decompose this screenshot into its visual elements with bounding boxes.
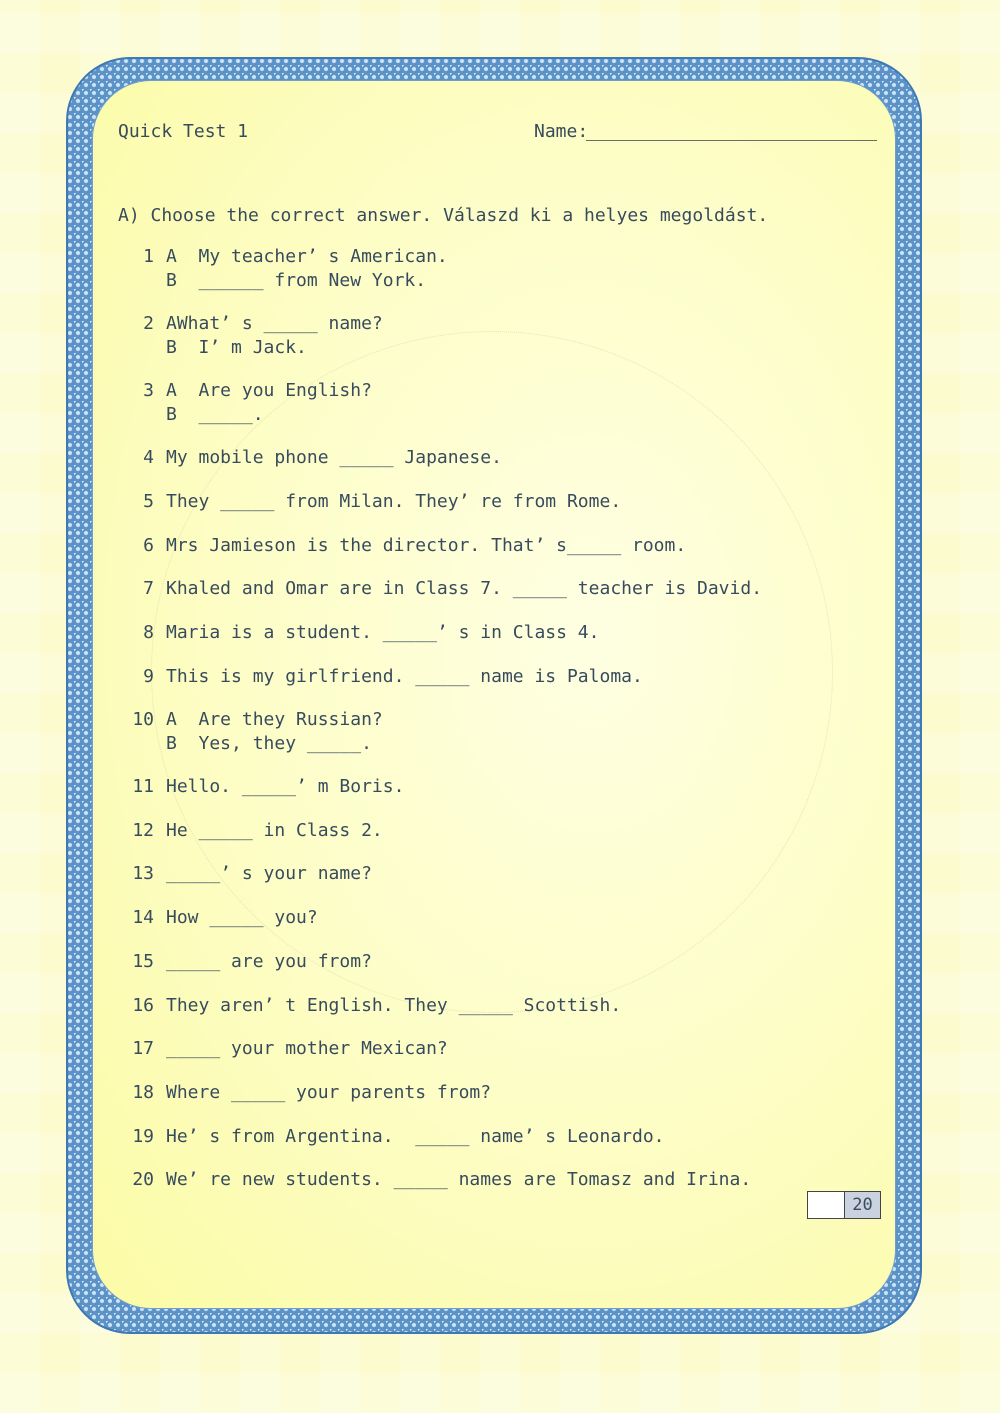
question-text: We’ re new students. _____ names are Tomasz and Irina. (166, 1169, 752, 1190)
question-number: 19 (132, 1126, 154, 1147)
question-item (118, 577, 762, 601)
question-number: 14 (132, 907, 154, 928)
question-text: How _____ you? (166, 907, 318, 928)
question-item (118, 446, 502, 470)
question-item (118, 906, 318, 930)
question-number: 12 (132, 820, 154, 841)
question-number: 16 (132, 995, 154, 1016)
question-number: 13 (132, 863, 154, 884)
question-text: _____ are you from? (166, 951, 372, 972)
question-number: 4 (143, 447, 154, 468)
question-text: Khaled and Omar are in Class 7. _____ teacher is David. (166, 578, 763, 599)
question-number: 1 (143, 246, 154, 267)
question-number: 6 (143, 535, 154, 556)
name-label: Name: (534, 121, 589, 142)
name-field[interactable] (586, 140, 877, 141)
question-item (118, 1125, 665, 1149)
question-text: A My teacher’ s American. B ______ from New York. (166, 246, 448, 291)
question-item (118, 245, 448, 292)
question-text: Where _____ your parents from? (166, 1082, 492, 1103)
question-number: 3 (143, 380, 154, 401)
question-item (118, 621, 599, 645)
score-total: 20 (845, 1192, 880, 1218)
question-number: 18 (132, 1082, 154, 1103)
question-text: Mrs Jamieson is the director. That’ s_____ room. (166, 535, 687, 556)
question-text: A Are they Russian? B Yes, they _____. (166, 709, 383, 754)
score-field[interactable] (808, 1192, 845, 1218)
test-title: Quick Test 1 (118, 121, 249, 142)
question-number: 17 (132, 1038, 154, 1059)
score-box (807, 1191, 881, 1219)
question-number: 9 (143, 666, 154, 687)
question-number: 15 (132, 951, 154, 972)
question-number: 7 (143, 578, 154, 599)
question-text: Maria is a student. _____’ s in Class 4. (166, 622, 600, 643)
question-item (118, 1037, 448, 1061)
question-text: _____ your mother Mexican? (166, 1038, 448, 1059)
question-item (118, 775, 404, 799)
question-text: My mobile phone _____ Japanese. (166, 447, 502, 468)
question-item (118, 379, 372, 426)
question-text: A Are you English? B _____. (166, 380, 372, 425)
question-number: 20 (132, 1169, 154, 1190)
question-text: Hello. _____’ m Boris. (166, 776, 405, 797)
question-item (118, 1168, 751, 1192)
question-number: 11 (132, 776, 154, 797)
question-text: They _____ from Milan. They’ re from Rome. (166, 491, 622, 512)
question-text: He’ s from Argentina. _____ name’ s Leonardo. (166, 1126, 665, 1147)
question-item (118, 490, 621, 514)
question-item (118, 862, 372, 886)
question-item (118, 1081, 491, 1105)
question-number: 5 (143, 491, 154, 512)
question-text: AWhat’ s _____ name? B I’ m Jack. (166, 313, 383, 358)
question-number: 10 (132, 709, 154, 730)
question-item (118, 994, 621, 1018)
question-text: They aren’ t English. They _____ Scottish. (166, 995, 622, 1016)
question-item (118, 665, 643, 689)
question-item (118, 708, 383, 755)
question-text: He _____ in Class 2. (166, 820, 383, 841)
question-item (118, 819, 383, 843)
question-number: 8 (143, 622, 154, 643)
question-text: _____’ s your name? (166, 863, 372, 884)
question-number: 2 (143, 313, 154, 334)
question-item (118, 312, 383, 359)
section-instruction: A) Choose the correct answer. Válaszd ki a helyes megoldást. (118, 205, 769, 226)
question-text: This is my girlfriend. _____ name is Paloma. (166, 666, 643, 687)
question-item (118, 534, 686, 558)
question-item (118, 950, 372, 974)
